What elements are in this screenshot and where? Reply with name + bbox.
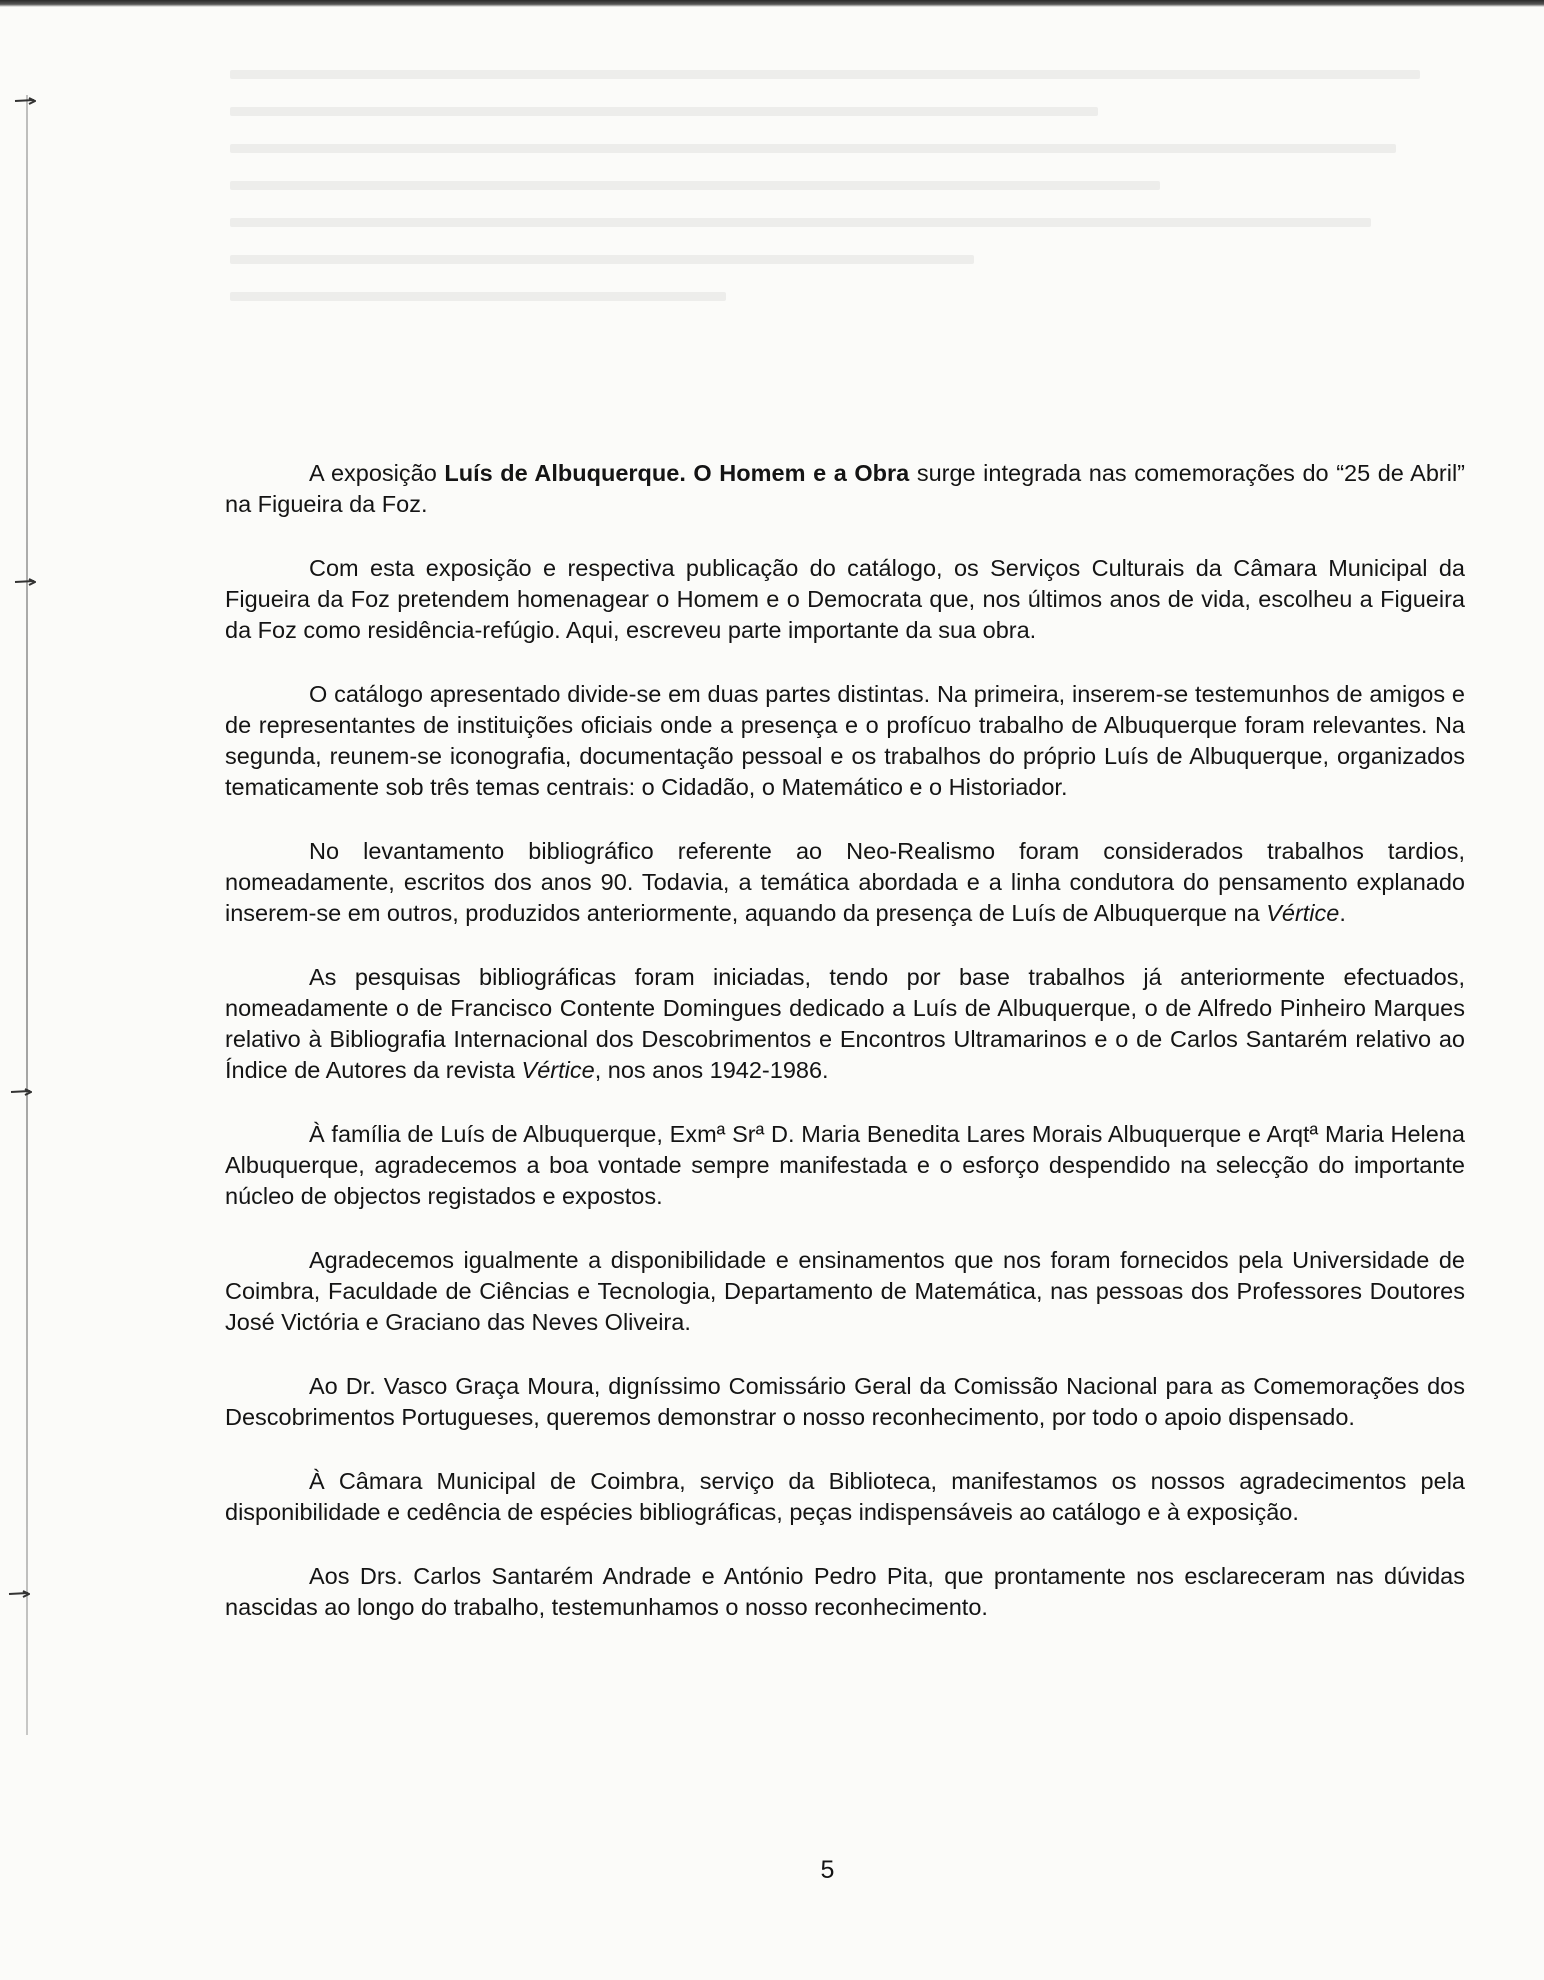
paragraph: À família de Luís de Albuquerque, Exmª Srª D. Maria Benedita Lares Morais Albuquerque e Arqtª Maria Helena Albuquerque, agradecemos a boa vontade sempre manifestada e o esforço despendido na selecção do importante núcleo de objectos registados e expostos. bbox=[225, 1121, 1465, 1209]
page-body bbox=[225, 458, 1465, 1656]
page-number: 5 bbox=[820, 1856, 835, 1884]
paragraph: No levantamento bibliográfico referente ao Neo-Realismo foram considerados trabalhos tardios, nomeadamente, escritos dos anos 90. Todavia, a temática abordada e a linha condutora do pensamento explanado inserem-se em outros, produzidos anteriormente, aquando da presença de Luís de Albuquerque na Vértice. bbox=[225, 838, 1465, 926]
paragraph: Com esta exposição e respectiva publicação do catálogo, os Serviços Culturais da Câmara Municipal da Figueira da Foz pretendem homenagear o Homem e o Democrata que, nos últimos anos de vida, escolheu a Figueira da Foz como residência-refúgio. Aqui, escreveu parte importante da sua obra. bbox=[225, 555, 1465, 643]
staple-mark bbox=[14, 578, 36, 586]
journal-title: Vértice bbox=[521, 1057, 595, 1083]
paragraph: Ao Dr. Vasco Graça Moura, digníssimo Comissário Geral da Comissão Nacional para as Comemorações dos Descobrimentos Portugueses, queremos demonstrar o nosso reconhecimento, por todo o apoio dispensado. bbox=[225, 1373, 1465, 1430]
paragraph: As pesquisas bibliográficas foram iniciadas, tendo por base trabalhos já anteriormente efectuados, nomeadamente o de Francisco Contente Domingues dedicado a Luís de Albuquerque, o de Alfredo Pinheiro Marques relativo à Bibliografia Internacional dos Descobrimentos e Encontros Ultramarinos e o de Carlos Santarém relativo ao Índice de Autores da revista Vértice, nos anos 1942-1986. bbox=[225, 964, 1465, 1083]
scan-top-edge bbox=[0, 0, 1544, 7]
paragraph: Aos Drs. Carlos Santarém Andrade e António Pedro Pita, que prontamente nos esclareceram nas dúvidas nascidas ao longo do trabalho, testemunhamos o nosso reconhecimento. bbox=[225, 1563, 1465, 1620]
journal-title: Vértice bbox=[1266, 900, 1340, 926]
bleed-through-text bbox=[230, 70, 1470, 410]
binding-line bbox=[26, 95, 28, 1735]
paragraph: À Câmara Municipal de Coimbra, serviço da Biblioteca, manifestamos os nossos agradecimentos pela disponibilidade e cedência de espécies bibliográficas, peças indispensáveis ao catálogo e à exposição. bbox=[225, 1468, 1465, 1525]
staple-mark bbox=[14, 97, 36, 105]
exhibition-title: Luís de Albuquerque. O Homem e a Obra bbox=[444, 460, 910, 486]
staple-mark bbox=[8, 1590, 30, 1598]
paragraph: O catálogo apresentado divide-se em duas partes distintas. Na primeira, inserem-se testemunhos de amigos e de representantes de instituições oficiais onde a presença e o profícuo trabalho de Albuquerque foram relevantes. Na segunda, reunem-se iconografia, documentação pessoal e os trabalhos do próprio Luís de Albuquerque, organizados tematicamente sob três temas centrais: o Cidadão, o Matemático e o Historiador. bbox=[225, 681, 1465, 800]
paragraph-intro: A exposição Luís de Albuquerque. O Homem e a Obra surge integrada nas comemorações do “25 de Abril” na Figueira da Foz. bbox=[225, 460, 1466, 517]
paragraph: Agradecemos igualmente a disponibilidade e ensinamentos que nos foram fornecidos pela Universidade de Coimbra, Faculdade de Ciências e Tecnologia, Departamento de Matemática, nas pessoas dos Professores Doutores José Victória e Graciano das Neves Oliveira. bbox=[225, 1247, 1465, 1335]
staple-mark bbox=[10, 1088, 32, 1096]
